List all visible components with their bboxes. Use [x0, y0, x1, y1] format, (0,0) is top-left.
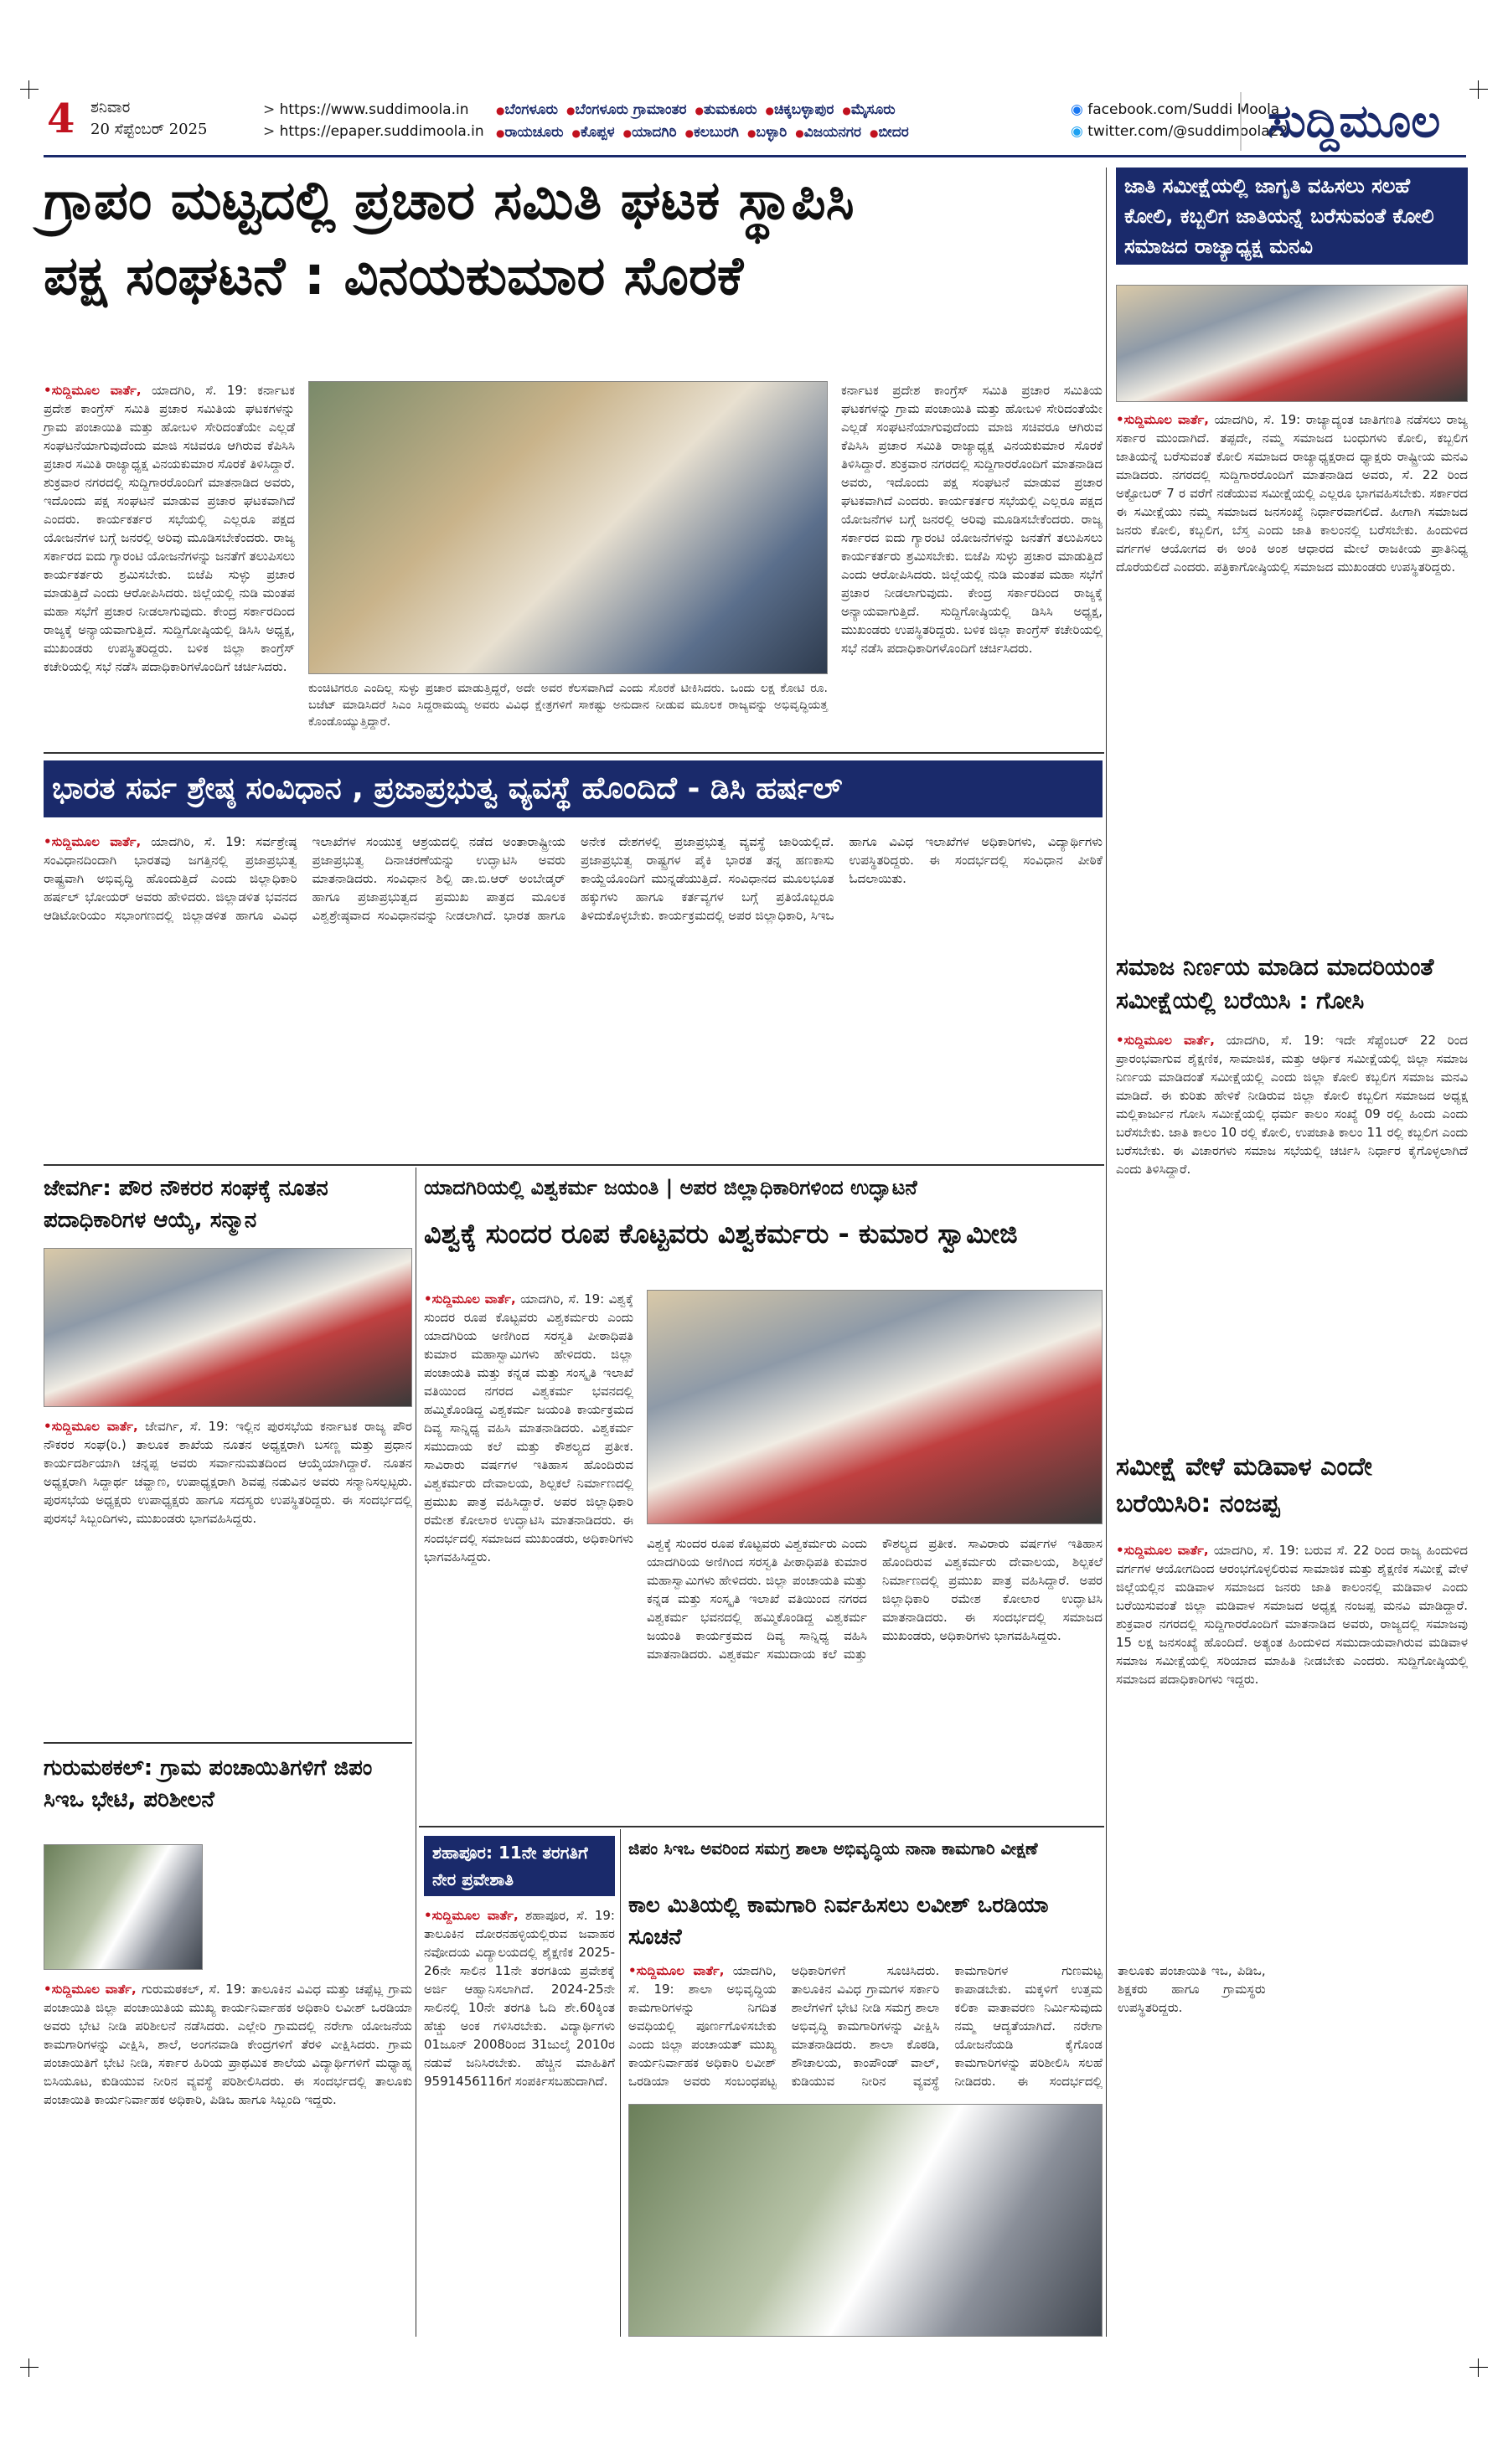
madivala-headline: ಸಮೀಕ್ಷೆ ವೇಳೆ ಮಡಿವಾಳ ಎಂದೇ ಬರೆಯಿಸಿರಿ: ನಂಜಪ್ಪ: [1116, 1452, 1372, 1518]
date: 20 ಸೆಪ್ಟೆಂಬರ್ 2025: [90, 121, 208, 138]
jewargi-text: ಇಲ್ಲಿನ ಪುರಸಭೆಯ ಕರ್ನಾಟಕ ರಾಜ್ಯ ಪೌರ ನೌಕರರ ಸಂಘ(ರಿ.) ತಾಲೂಕ ಶಾಖೆಯ ನೂತನ ಅಧ್ಯಕ್ಷರಾಗಿ ಬಸಣ್ಣ ಮತ್ತು ಪ್ರಧಾನ ಕಾರ್ಯದರ್ಶಿಯಾಗಿ ಚನ್ನಪ್ಪ ಅವರು ಸರ್ವಾನುಮತದಿಂದ ಆಯ್ಕೆಯಾಗಿದ್ದಾರೆ. ನೂತನ ಅಧ್ಯಕ್ಷರಾಗಿ ಸಿದ್ದಾರ್ಥ ಚವ್ಹಾಣ, ಉಪಾಧ್ಯಕ್ಷರಾಗಿ ಶಿವಪ್ಪ ನಡುವಿನ ಅವರು ಸನ್ಮಾನಿಸಲ್ಪಟ್ಟರು. ಪುರಸಭೆಯ ಅಧ್ಯಕ್ಷರು ಉಪಾಧ್ಯಕ್ಷರು ಹಾಗೂ ಸದಸ್ಯರು ಉಪಸ್ಥಿತರಿದ್ದರು. ಈ ಸಂದರ್ಭದಲ್ಲಿ ಪುರಸಭೆ ಸಿಬ್ಬಂದಿಗಳು, ಮುಖಂಡರು ಭಾಗವಹಿಸಿದ್ದರು.: [44, 1419, 412, 1526]
district: ● ಚಿಕ್ಕಬಳ್ಳಾಪುರ: [766, 101, 834, 118]
district: ● ಕೊಪ್ಪಳ: [572, 124, 615, 141]
dateline: ಜೇವರ್ಗಿ, ಸೆ. 19:: [145, 1419, 229, 1434]
masthead: [44, 92, 1466, 157]
issue-date: [90, 97, 208, 141]
byline: •ಸುದ್ದಿಮೂಲ ವಾರ್ತೆ,: [1116, 1033, 1215, 1048]
byline: •ಸುದ್ದಿಮೂಲ ವಾರ್ತೆ,: [424, 1291, 516, 1307]
ceo-text: ಶಾಲಾ ಅಭಿವೃದ್ಧಿಯ ಕಾಮಗಾರಿಗಳನ್ನು ನಿಗದಿತ ಅವಧಿಯಲ್ಲಿ ಪೂರ್ಣಗೊಳಿಸಬೇಕು ಎಂದು ಜಿಲ್ಲಾ ಪಂಚಾಯತ್ ಮುಖ್ಯ ಕಾರ್ಯನಿರ್ವಾಹಕ ಅಧಿಕಾರಿ ಲವೀಶ್ ಒರಡಿಯಾ ಅವರು ಸಂಬಂಧಪಟ್ಟ ಅಧಿಕಾರಿಗಳಿಗೆ ಸೂಚಿಸಿದರು. ತಾಲೂಕಿನ ವಿವಿಧ ಗ್ರಾಮಗಳ ಸರ್ಕಾರಿ ಶಾಲೆಗಳಿಗೆ ಭೇಟಿ ನೀಡಿ ಸಮಗ್ರ ಶಾಲಾ ಅಭಿವೃದ್ಧಿ ಕಾಮಗಾರಿಗಳನ್ನು ವೀಕ್ಷಿಸಿ ಮಾತನಾಡಿದರು. ಶಾಲಾ ಕೊಠಡಿ, ಶೌಚಾಲಯ, ಕಾಂಪೌಂಡ್ ವಾಲ್, ಕುಡಿಯುವ ನೀರಿನ ವ್ಯವಸ್ಥೆ ಕಾಮಗಾರಿಗಳ ಗುಣಮಟ್ಟ ಕಾಪಾಡಬೇಕು. ಮಕ್ಕಳಿಗೆ ಉತ್ತಮ ಕಲಿಕಾ ವಾತಾವರಣ ನಿರ್ಮಿಸುವುದು ನಮ್ಮ ಆದ್ಯತೆಯಾಗಿದೆ. ನರೇಗಾ ಯೋಜನೆಯಡಿ ಕೈಗೊಂಡ ಕಾಮಗಾರಿಗಳನ್ನು ಪರಿಶೀಲಿಸಿ ಸಲಹೆ ನೀಡಿದರು. ಈ ಸಂದರ್ಭದಲ್ಲಿ ತಾಲೂಕು ಪಂಚಾಯಿತಿ ಇಒ, ಪಿಡಿಒ, ಶಿಕ್ಷಕರು ಹಾಗೂ ಗ್ರಾಮಸ್ಥರು ಉಪಸ್ಥಿತರಿದ್ದರು.: [628, 1963, 1266, 2089]
dateline: ಯಾದಗಿರಿ, ಸೆ. 19:: [628, 1963, 777, 1997]
shahapur-article: [424, 1836, 615, 2337]
ceo-headline-1: ಜಿಪಂ ಸಿಇಒ ಅವರಿಂದ ಸಮಗ್ರ ಶಾಲಾ ಅಭಿವೃದ್ಧಿಯ ನಾನಾ ಕಾಮಗಾರಿ ವೀಕ್ಷಣೆ: [628, 1838, 1038, 1858]
district: ● ವಿಜಯನಗರ: [795, 124, 861, 141]
district: ● ಬೆಂಗಳೂರು ಗ್ರಾಮಾಂತರ: [566, 101, 687, 118]
madivala-article: [1116, 1449, 1468, 2337]
row-divider: [44, 752, 1104, 754]
district-list: [496, 99, 1032, 144]
vishwakarma-photo: [647, 1290, 1103, 1524]
gurmitkal-headline: ಗುರುಮಠಕಲ್: ಗ್ರಾಮ ಪಂಚಾಯಿತಿಗಳಿಗೆ ಜಿಪಂ ಸಿಇಒ ಭೇಟಿ, ಪರಿಶೀಲನೆ: [44, 1755, 373, 1812]
district: ● ಯಾದಗಿರಿ: [623, 124, 677, 141]
samaja-article: [1116, 951, 1468, 1420]
koli-headline: ಜಾತಿ ಸಮೀಕ್ಷೆಯಲ್ಲಿ ಜಾಗೃತಿ ವಹಿಸಲು ಸಲಹೆ ಕೋಲಿ, ಕಬ್ಬಲಿಗ ಜಾತಿಯನ್ನೆ ಬರೆಸುವಂತೆ ಕೋಲಿ ಸಮಾಜದ ರಾಜ್ಯಾಧ್ಯಕ್ಷ ಮನವಿ: [1116, 168, 1468, 265]
vishwakarma-headline-2: ವಿಶ್ವಕ್ಕೆ ಸುಂದರ ರೂಪ ಕೊಟ್ಟವರು ವಿಶ್ವಕರ್ಮರು - ಕುಮಾರ ಸ್ವಾಮೀಜಿ: [424, 1218, 1018, 1250]
byline: •ಸುದ್ದಿಮೂಲ ವಾರ್ತೆ,: [44, 383, 142, 398]
row-divider: [419, 1826, 1104, 1827]
vishwakarma-text: ವಿಶ್ವಕ್ಕೆ ಸುಂದರ ರೂಪ ಕೊಟ್ಟವರು ವಿಶ್ವಕರ್ಮರು ಎಂದು ಯಾದಗಿರಿಯ ಅಣಿಗಿಂದ ಸರಸ್ವತಿ ಪೀಠಾಧಿಪತಿ ಕುಮಾರ ಮಹಾಸ್ವಾಮಿಗಳು ಹೇಳಿದರು. ಜಿಲ್ಲಾ ಪಂಚಾಯತಿ ಮತ್ತು ಕನ್ನಡ ಮತ್ತು ಸಂಸ್ಕೃತಿ ಇಲಾಖೆ ವತಿಯಿಂದ ನಗರದ ವಿಶ್ವಕರ್ಮ ಭವನದಲ್ಲಿ ಹಮ್ಮಿಕೊಂಡಿದ್ದ ವಿಶ್ವಕರ್ಮ ಜಯಂತಿ ಕಾರ್ಯಕ್ರಮದ ದಿವ್ಯ ಸಾನ್ನಿಧ್ಯ ವಹಿಸಿ ಮಾತನಾಡಿದರು. ವಿಶ್ವಕರ್ಮ ಸಮುದಾಯ ಕಲೆ ಮತ್ತು ಕೌಶಲ್ಯದ ಪ್ರತೀಕ. ಸಾವಿರಾರು ವರ್ಷಗಳ ಇತಿಹಾಸ ಹೊಂದಿರುವ ವಿಶ್ವಕರ್ಮರು ದೇವಾಲಯ, ಶಿಲ್ಪಕಲೆ ನಿರ್ಮಾಣದಲ್ಲಿ ಪ್ರಮುಖ ಪಾತ್ರ ವಹಿಸಿದ್ದಾರೆ. ಅಪರ ಜಿಲ್ಲಾಧಿಕಾರಿ ರಮೇಶ ಕೋಲಾರ ಉದ್ಘಾಟಿಸಿ ಮಾತನಾಡಿದರು. ಈ ಸಂದರ್ಭದಲ್ಲಿ ಸಮಾಜದ ಮುಖಂಡರು, ಅಧಿಕಾರಿಗಳು ಭಾಗವಹಿಸಿದ್ದರು.: [424, 1291, 633, 1564]
lead-article: [44, 168, 1103, 750]
facebook-link[interactable]: facebook.com/Suddi Moola: [1087, 101, 1280, 118]
district: ● ಬೆಂಗಳೂರು: [496, 101, 558, 118]
gurmitkal-body: [44, 1980, 412, 2337]
samaja-headline: ಸಮಾಜ ನಿರ್ಣಯ ಮಾಡಿದ ಮಾದರಿಯಂತೆ ಸಮೀಕ್ಷೆಯಲ್ಲಿ ಬರೆಯಿಸಿ : ಗೋಸಿ: [1116, 953, 1434, 1014]
samaja-text: ಇದೇ ಸೆಪ್ಟೆಂಬರ್ 22 ರಿಂದ ಪ್ರಾರಂಭವಾಗುವ ಶೈಕ್ಷಣಿಕ, ಸಾಮಾಜಿಕ, ಮತ್ತು ಆರ್ಥಿಕ ಸಮೀಕ್ಷೆಯಲ್ಲಿ ಜಿಲ್ಲಾ ಸಮಾಜ ನಿರ್ಣಯ ಮಾಡಿದಂತೆ ಸಮೀಕ್ಷೆಯಲ್ಲಿ ಎಂದು ಜಿಲ್ಲಾ ಕೋಲಿ ಕಬ್ಬಲಿಗ ಸಮಾಜ ಮನವಿ ಮಾಡಿದೆ. ಈ ಕುರಿತು ಹೇಳಿಕೆ ನೀಡಿರುವ ಜಿಲ್ಲಾ ಕೋಲಿ ಕಬ್ಬಲಿಗ ಸಮಾಜದ ಅಧ್ಯಕ್ಷ ಮಲ್ಲಿಕಾರ್ಜುನ ಗೋಸಿ ಸಮೀಕ್ಷೆಯಲ್ಲಿ ಧರ್ಮ ಕಾಲಂ ಸಂಖ್ಯೆ 09 ರಲ್ಲಿ ಹಿಂದು ಎಂದು ಬರೆಸಬೇಕು. ಜಾತಿ ಕಾಲಂ 10 ರಲ್ಲಿ ಕೋಲಿ, ಉಪಜಾತಿ ಕಾಲಂ 11 ರಲ್ಲಿ ಕಬ್ಬಲಿಗ ಎಂದು ಬರೆಸಬೇಕು. ಈ ವಿಚಾರಗಳು ಸಮಾಜ ಸಭೆಯಲ್ಲಿ ಚರ್ಚಿಸಿ ನಿರ್ಧಾರ ಕೈಗೊಳ್ಳಲಾಗಿದೆ ಎಂದು ತಿಳಿಸಿದ್ದಾರೆ.: [1116, 1033, 1468, 1177]
byline: •ಸುದ್ದಿಮೂಲ ವಾರ್ತೆ,: [424, 1908, 519, 1923]
jewargi-body: [44, 1417, 412, 1739]
constitution-text: ಸರ್ವಶ್ರೇಷ್ಠ ಸಂವಿಧಾನದಿಂದಾಗಿ ಭಾರತವು ಜಗತ್ತಿನಲ್ಲಿ ಪ್ರಜಾಪ್ರಭುತ್ವ ರಾಷ್ಟ್ರವಾಗಿ ಅಭಿವೃದ್ಧಿ ಹೊಂದುತ್ತಿದೆ ಎಂದು ಜಿಲ್ಲಾಧಿಕಾರಿ ಹರ್ಷಲ್ ಭೋಯರ್ ಅವರು ಹೇಳಿದರು. ಜಿಲ್ಲಾಡಳಿತ ಭವನದ ಆಡಿಟೋರಿಯಂ ಸಭಾಂಗಣದಲ್ಲಿ ಜಿಲ್ಲಾಡಳಿತ ಹಾಗೂ ವಿವಿಧ ಇಲಾಖೆಗಳ ಸಂಯುಕ್ತ ಆಶ್ರಯದಲ್ಲಿ ನಡೆದ ಅಂತಾರಾಷ್ಟ್ರೀಯ ಪ್ರಜಾಪ್ರಭುತ್ವ ದಿನಾಚರಣೆಯನ್ನು ಉದ್ಘಾಟಿಸಿ ಅವರು ಮಾತನಾಡಿದರು. ಸಂವಿಧಾನ ಶಿಲ್ಪಿ ಡಾ.ಬಿ.ಆರ್ ಅಂಬೇಡ್ಕರ್ ಹಾಗೂ ಪ್ರಜಾಪ್ರಭುತ್ವದ ಪ್ರಮುಖ ಪಾತ್ರದ ಮೂಲಕ ವಿಶ್ವಶ್ರೇಷ್ಠವಾದ ಸಂವಿಧಾನವನ್ನು ನೀಡಲಾಗಿದೆ. ಭಾರತ ಹಾಗೂ ಅನೇಕ ದೇಶಗಳಲ್ಲಿ ಪ್ರಜಾಪ್ರಭುತ್ವ ವ್ಯವಸ್ಥೆ ಜಾರಿಯಲ್ಲಿದೆ. ಪ್ರಜಾಪ್ರಭುತ್ವ ರಾಷ್ಟ್ರಗಳ ಪೈಕಿ ಭಾರತ ತನ್ನ ಹಣಕಾಸು ಕಾಯ್ದೆಯೊಂದಿಗೆ ಮುನ್ನಡೆಯುತ್ತಿದೆ. ಸಂವಿಧಾನದ ಮೂಲಭೂತ ಹಕ್ಕುಗಳು ಹಾಗೂ ಕರ್ತವ್ಯಗಳ ಬಗ್ಗೆ ಪ್ರತಿಯೊಬ್ಬರೂ ತಿಳಿದುಕೊಳ್ಳಬೇಕು. ಕಾರ್ಯಕ್ರಮದಲ್ಲಿ ಅಪರ ಜಿಲ್ಲಾಧಿಕಾರಿ, ಸಿಇಒ ಹಾಗೂ ವಿವಿಧ ಇಲಾಖೆಗಳ ಅಧಿಕಾರಿಗಳು, ವಿದ್ಯಾರ್ಥಿಗಳು ಉಪಸ್ಥಿತರಿದ್ದರು. ಈ ಸಂದರ್ಭದಲ್ಲಿ ಸಂವಿಧಾನ ಪೀಠಿಕೆ ಓದಲಾಯಿತು.: [44, 834, 1103, 923]
gurmitkal-text: ತಾಲೂಕಿನ ವಿವಿಧ ಮತ್ತು ಚಪ್ಪೆಟ್ಲ ಗ್ರಾಮ ಪಂಚಾಯಿತಿ ಜಿಲ್ಲಾ ಪಂಚಾಯಿತಿಯ ಮುಖ್ಯ ಕಾರ್ಯನಿರ್ವಾಹಕ ಅಧಿಕಾರಿ ಲವೀಶ್ ಒರಡಿಯಾ ಅವರು ಭೇಟಿ ನೀಡಿ ಪರಿಶೀಲನೆ ನಡೆಸಿದರು. ಎಲ್ಲೇರಿ ಗ್ರಾಮದಲ್ಲಿ ನರೇಗಾ ಯೋಜನೆಯ ಕಾಮಗಾರಿಗಳನ್ನು ವೀಕ್ಷಿಸಿ, ಶಾಲೆ, ಅಂಗನವಾಡಿ ಕೇಂದ್ರಗಳಿಗೆ ತೆರಳಿ ವೀಕ್ಷಿಸಿದರು. ಗ್ರಾಮ ಪಂಚಾಯಿತಿಗೆ ಭೇಟಿ ನೀಡಿ, ಸರ್ಕಾರ ಹಿರಿಯ ಪ್ರಾಥಮಿಕ ಶಾಲೆಯ ವಿದ್ಯಾರ್ಥಿಗಳಿಗೆ ಮಧ್ಯಾಹ್ನ ಬಿಸಿಯೂಟ, ಕುಡಿಯುವ ನೀರಿನ ವ್ಯವಸ್ಥೆ ಪರಿಶೀಲಿಸಿದರು. ಈ ಸಂದರ್ಭದಲ್ಲಿ ತಾಲೂಕು ಪಂಚಾಯಿತಿ ಕಾರ್ಯನಿರ್ವಾಹಕ ಅಧಿಕಾರಿ, ಪಿಡಿಒ ಹಾಗೂ ಸಿಬ್ಬಂದಿ ಇದ್ದರು.: [44, 1982, 412, 2107]
column-divider: [620, 1829, 621, 2337]
byline: •ಸುದ್ದಿಮೂಲ ವಾರ್ತೆ,: [44, 1419, 138, 1434]
district: ● ಬಳ್ಳಾರಿ: [747, 124, 787, 141]
dateline: ಯಾದಗಿರಿ, ಸೆ. 19:: [151, 834, 246, 849]
registration-mark: [20, 2358, 39, 2377]
lead-body: [44, 381, 295, 750]
jewargi-photo: [44, 1248, 412, 1407]
gurmitkal-photo: [44, 1844, 203, 1970]
district: ● ಮೈಸೂರು: [842, 101, 895, 118]
jewargi-article: [44, 1173, 412, 1739]
website-link[interactable]: > https://www.suddimoola.in: [263, 99, 484, 121]
madivala-body: [1116, 1541, 1468, 2337]
vishwakarma-article: [424, 1173, 1103, 1822]
koli-body: [1116, 410, 1468, 888]
page-number: 4: [47, 95, 75, 142]
lead-text-continued: ಕರ್ನಾಟಕ ಪ್ರದೇಶ ಕಾಂಗ್ರೆಸ್ ಸಮಿತಿ ಪ್ರಚಾರ ಸಮಿತಿಯ ಘಟಕಗಳನ್ನು ಗ್ರಾಮ ಪಂಚಾಯಿತಿ ಮತ್ತು ಹೋಬಳಿ ಸೇರಿದಂತೆಯೇ ಎಲ್ಲಡೆ ಸಂಘಟನೆಯಾಗುವುದೆಂದು ಮಾಜಿ ಸಚಿವರೂ ಆಗಿರುವ ಕೆಪಿಸಿಸಿ ಪ್ರಚಾರ ಸಮಿತಿ ರಾಜ್ಯಾಧ್ಯಕ್ಷ ವಿನಯಕುಮಾರ ಸೊರಕೆ ತಿಳಿಸಿದ್ದಾರೆ. ಶುಕ್ರವಾರ ನಗರದಲ್ಲಿ ಸುದ್ದಿಗಾರರೊಂದಿಗೆ ಮಾತನಾಡಿದ ಅವರು, ಇದೊಂದು ಪಕ್ಷ ಸಂಘಟನೆ ಮಾಡುವ ಪ್ರಚಾರ ಘಟಕವಾಗಿದೆ ಎಂದರು. ಕಾರ್ಯಕರ್ತರ ಸಭೆಯಲ್ಲಿ ಎಲ್ಲರೂ ಪಕ್ಷದ ಯೋಜನೆಗಳ ಬಗ್ಗೆ ಜನರಲ್ಲಿ ಅರಿವು ಮೂಡಿಸಬೇಕೆಂದರು. ರಾಜ್ಯ ಸರ್ಕಾರದ ಐದು ಗ್ಯಾರಂಟಿ ಯೋಜನೆಗಳನ್ನು ಜನತೆಗೆ ತಲುಪಿಸಲು ಕಾರ್ಯಕರ್ತರು ಶ್ರಮಿಸಬೇಕು. ಬಿಜೆಪಿ ಸುಳ್ಳು ಪ್ರಚಾರ ಮಾಡುತ್ತಿದೆ ಎಂದು ಆರೋಪಿಸಿದರು. ಜಿಲ್ಲೆಯಲ್ಲಿ ನುಡಿ ಮಂತಪ ಮಹಾ ಸಭೆಗೆ ಪ್ರಚಾರ ನೀಡಲಾಗುವುದು. ಕೇಂದ್ರ ಸರ್ಕಾರದಿಂದ ರಾಜ್ಯಕ್ಕೆ ಅನ್ಯಾಯವಾಗುತ್ತಿದೆ. ಸುದ್ದಿಗೋಷ್ಠಿಯಲ್ಲಿ ಡಿಸಿಸಿ ಅಧ್ಯಕ್ಷ, ಮುಖಂಡರು ಉಪಸ್ಥಿತರಿದ್ದರು. ಬಳಿಕ ಜಿಲ್ಲಾ ಕಾಂಗ್ರೆಸ್ ಕಚೇರಿಯಲ್ಲಿ ಸಭೆ ನಡೆಸಿ ಪದಾಧಿಕಾರಿಗಳೊಂದಿಗೆ ಚರ್ಚಿಸಿದರು.: [841, 383, 1103, 656]
dateline: ಗುರುಮಠಕಲ್, ಸೆ. 19:: [142, 1982, 246, 1997]
district: ● ಬೀದರ: [870, 124, 909, 141]
newspaper-logo: ಸುದ್ದಿಮೂಲ: [1240, 92, 1466, 151]
koli-article: [1116, 168, 1468, 888]
vishwakarma-body: [424, 1290, 633, 1822]
row-divider: [44, 1164, 1104, 1166]
constitution-body: [44, 833, 1103, 1159]
vishwakarma-headline-1: ಯಾದಗಿರಿಯಲ್ಲಿ ವಿಶ್ವಕರ್ಮ ಜಯಂತಿ | ಅಪರ ಜಿಲ್ಲಾಧಿಕಾರಿಗಳಿಂದ ಉದ್ಘಾಟನೆ: [424, 1176, 917, 1199]
facebook-icon: ◉: [1071, 101, 1083, 118]
district: ● ಕಲಬುರಗಿ: [685, 124, 739, 141]
dateline: ಯಾದಗಿರಿ, ಸೆ. 19:: [1214, 412, 1301, 427]
weekday: ಶನಿವಾರ: [90, 99, 131, 116]
byline: •ಸುದ್ದಿಮೂಲ ವಾರ್ತೆ,: [1116, 1543, 1209, 1558]
dateline: ಯಾದಗಿರಿ, ಸೆ. 19:: [1226, 1033, 1325, 1048]
byline: •ಸುದ್ದಿಮೂಲ ವಾರ್ತೆ,: [1116, 412, 1209, 427]
district: ● ರಾಯಚೂರು: [496, 124, 564, 141]
ceo-photo: [628, 2104, 1103, 2337]
district: ● ತುಮಕೂರು: [695, 101, 757, 118]
samaja-body: [1116, 1031, 1468, 1416]
constitution-headline: ಭಾರತ ಸರ್ವ ಶ್ರೇಷ್ಠ ಸಂವಿಧಾನ , ಪ್ರಜಾಪ್ರಭುತ್ವ ವ್ಯವಸ್ಥೆ ಹೊಂದಿದೆ - ಡಿಸಿ ಹರ್ಷಲ್: [44, 760, 1103, 817]
lead-text: ಕರ್ನಾಟಕ ಪ್ರದೇಶ ಕಾಂಗ್ರೆಸ್ ಸಮಿತಿ ಪ್ರಚಾರ ಸಮಿತಿಯ ಘಟಕಗಳನ್ನು ಗ್ರಾಮ ಪಂಚಾಯಿತಿ ಮತ್ತು ಹೋಬಳಿ ಸೇರಿದಂತೆಯೇ ಎಲ್ಲಡೆ ಸಂಘಟನೆಯಾಗುವುದೆಂದು ಮಾಜಿ ಸಚಿವರೂ ಆಗಿರುವ ಕೆಪಿಸಿಸಿ ಪ್ರಚಾರ ಸಮಿತಿ ರಾಜ್ಯಾಧ್ಯಕ್ಷ ವಿನಯಕುಮಾರ ಸೊರಕೆ ತಿಳಿಸಿದ್ದಾರೆ. ಶುಕ್ರವಾರ ನಗರದಲ್ಲಿ ಸುದ್ದಿಗಾರರೊಂದಿಗೆ ಮಾತನಾಡಿದ ಅವರು, ಇದೊಂದು ಪಕ್ಷ ಸಂಘಟನೆ ಮಾಡುವ ಪ್ರಚಾರ ಘಟಕವಾಗಿದೆ ಎಂದರು. ಕಾರ್ಯಕರ್ತರ ಸಭೆಯಲ್ಲಿ ಎಲ್ಲರೂ ಪಕ್ಷದ ಯೋಜನೆಗಳ ಬಗ್ಗೆ ಜನರಲ್ಲಿ ಅರಿವು ಮೂಡಿಸಬೇಕೆಂದರು. ರಾಜ್ಯ ಸರ್ಕಾರದ ಐದು ಗ್ಯಾರಂಟಿ ಯೋಜನೆಗಳನ್ನು ಜನತೆಗೆ ತಲುಪಿಸಲು ಕಾರ್ಯಕರ್ತರು ಶ್ರಮಿಸಬೇಕು. ಬಿಜೆಪಿ ಸುಳ್ಳು ಪ್ರಚಾರ ಮಾಡುತ್ತಿದೆ ಎಂದು ಆರೋಪಿಸಿದರು. ಜಿಲ್ಲೆಯಲ್ಲಿ ನುಡಿ ಮಂತಪ ಮಹಾ ಸಭೆಗೆ ಪ್ರಚಾರ ನೀಡಲಾಗುವುದು. ಕೇಂದ್ರ ಸರ್ಕಾರದಿಂದ ರಾಜ್ಯಕ್ಕೆ ಅನ್ಯಾಯವಾಗುತ್ತಿದೆ. ಸುದ್ದಿಗೋಷ್ಠಿಯಲ್ಲಿ ಡಿಸಿಸಿ ಅಧ್ಯಕ್ಷ, ಮುಖಂಡರು ಉಪಸ್ಥಿತರಿದ್ದರು. ಬಳಿಕ ಜಿಲ್ಲಾ ಕಾಂಗ್ರೆಸ್ ಕಚೇರಿಯಲ್ಲಿ ಸಭೆ ನಡೆಸಿ ಪದಾಧಿಕಾರಿಗಳೊಂದಿಗೆ ಚರ್ಚಿಸಿದರು.: [44, 383, 295, 674]
dateline: ಯಾದಗಿರಿ, ಸೆ. 19:: [1213, 1543, 1299, 1558]
twitter-icon: ◉: [1071, 123, 1083, 140]
epaper-link[interactable]: > https://epaper.suddimoola.in: [263, 121, 484, 142]
gurmitkal-article: [44, 1752, 412, 2337]
byline: •ಸುದ್ದಿಮೂಲ ವಾರ್ತೆ,: [44, 834, 142, 849]
koli-text: ರಾಜ್ಯಾದ್ಯಂತ ಜಾತಿಗಣತಿ ನಡೆಸಲು ರಾಜ್ಯ ಸರ್ಕಾರ ಮುಂದಾಗಿದೆ. ತಪ್ಪದೇ, ನಮ್ಮ ಸಮಾಜದ ಬಂಧುಗಳು ಕೋಲಿ, ಕಬ್ಬಲಿಗ ಜಾತಿಯನ್ನೆ ಬರೆಸುವಂತೆ ಕೋಲಿ ಸಮಾಜದ ರಾಜ್ಯಾಧ್ಯಕ್ಷರಾದ ಧ್ಯಾಕ್ಷರು ರಾಷ್ಟ್ರೀಯ ಮನವಿ ಮಾಡಿದರು. ನಗರದಲ್ಲಿ ಸುದ್ದಿಗಾರರೊಂದಿಗೆ ಮಾತನಾಡಿದ ಅವರು, ಸೆ. 22 ರಿಂದ ಅಕ್ಟೋಬರ್ 7 ರ ವರೆಗೆ ನಡೆಯುವ ಸಮೀಕ್ಷೆಯಲ್ಲಿ ಎಲ್ಲರೂ ಭಾಗವಹಿಸಬೇಕು. ಸರ್ಕಾರದ ಈ ಸಮೀಕ್ಷೆಯು ನಮ್ಮ ಸಮಾಜದ ಜನಸಂಖ್ಯೆ ನಿರ್ಧಾರವಾಗಲಿದೆ. ಹೀಗಾಗಿ ಸಮಾಜದ ಜನರು ಕೋಲಿ, ಕಬ್ಬಲಿಗ, ಬೆಸ್ತ ಎಂದು ಜಾತಿ ಕಾಲಂನಲ್ಲಿ ಬರೆಸಬೇಕು. ಹಿಂದುಳಿದ ವರ್ಗಗಳ ಆಯೋಗದ ಈ ಅಂಕಿ ಅಂಶ ಆಧಾರದ ಮೇಲೆ ರಾಜಕೀಯ ಪ್ರಾತಿನಿಧ್ಯ ದೊರೆಯಲಿದೆ ಎಂದರು. ಪತ್ರಿಕಾಗೋಷ್ಠಿಯಲ್ಲಿ ಸಮಾಜದ ಮುಖಂಡರು ಉಪಸ್ಥಿತರಿದ್ದರು.: [1116, 412, 1468, 575]
constitution-article: [44, 760, 1103, 1161]
row-divider: [44, 1742, 412, 1744]
byline: •ಸುದ್ದಿಮೂಲ ವಾರ್ತೆ,: [628, 1963, 725, 1978]
lead-caption: ಕುಂಚಿಟಿಗರೂ ಎಂದಿಲ್ಲ ಸುಳ್ಳು ಪ್ರಚಾರ ಮಾಡುತ್ತಿದ್ದರೆ, ಅದೇ ಅವರ ಕೆಲಸವಾಗಿದೆ ಎಂದು ಸೊರಕೆ ಟೀಕಿಸಿದರು. ಒಂದು ಲಕ್ಷ ಕೋಟಿ ರೂ. ಬಜೆಟ್ ಮಾಡಿಸಿದರೆ ಸಿಎಂ ಸಿದ್ದರಾಮಯ್ಯ ಅವರು ವಿವಿಧ ಕ್ಷೇತ್ರಗಳಿಗೆ ಸಾಕಷ್ಟು ಅನುದಾನ ನೀಡುವ ಮೂಲಕ ರಾಜ್ಯವನ್ನು ಅಭಿವೃದ್ಧಿಯತ್ತ ಕೊಂಡೊಯ್ಯುತ್ತಿದ್ದಾರೆ.: [308, 682, 828, 729]
shahapur-headline: ಶಹಾಪೂರ: 11ನೇ ತರಗತಿಗೆ ನೇರ ಪ್ರವೇಶಾತಿ: [424, 1836, 615, 1896]
shahapur-text: ತಾಲೂಕಿನ ದೋರನಹಳ್ಳಿಯಲ್ಲಿರುವ ಜವಾಹರ ನವೋದಯ ವಿದ್ಯಾಲಯದಲ್ಲಿ ಶೈಕ್ಷಣಿಕ 2025-26ನೇ ಸಾಲಿನ 11ನೇ ತರಗತಿಯ ಪ್ರವೇಶಕ್ಕೆ ಅರ್ಜಿ ಆಹ್ವಾನಿಸಲಾಗಿದೆ. 2024-25ನೇ ಸಾಲಿನಲ್ಲಿ 10ನೇ ತರಗತಿ ಓದಿ ಶೇ.60ಕ್ಕಿಂತ ಹೆಚ್ಚು ಅಂಕ ಗಳಿಸಿರಬೇಕು. ವಿದ್ಯಾರ್ಥಿಗಳು 01ಜೂನ್ 2008ರಿಂದ 31ಜುಲೈ 2010ರ ನಡುವೆ ಜನಿಸಿರಬೇಕು. ಹೆಚ್ಚಿನ ಮಾಹಿತಿಗೆ 9591456116ಗೆ ಸಂಪರ್ಕಿಸಬಹುದಾಗಿದೆ.: [424, 1926, 615, 2089]
lead-headline-2: ಪಕ್ಷ ಸಂಘಟನೆ : ವಿನಯಕುಮಾರ ಸೊರಕೆ: [44, 245, 744, 307]
dateline: ಯಾದಗಿರಿ, ಸೆ. 19:: [520, 1291, 605, 1307]
ceo-body: [628, 1961, 1266, 2095]
jewargi-headline: ಜೇವರ್ಗಿ: ಪೌರ ನೌಕರರ ಸಂಘಕ್ಕೆ ನೂತನ ಪದಾಧಿಕಾರಿಗಳ ಆಯ್ಕೆ, ಸನ್ಮಾನ: [44, 1176, 328, 1233]
dateline: ಶಹಾಪೂರ, ಸೆ. 19:: [525, 1908, 615, 1923]
dateline: ಯಾದಗಿರಿ, ಸೆ. 19:: [151, 383, 247, 398]
registration-mark: [1469, 80, 1488, 99]
lead-headline-1: ಗ್ರಾಪಂ ಮಟ್ಟದಲ್ಲಿ ಪ್ರಚಾರ ಸಮಿತಿ ಘಟಕ ಸ್ಥಾಪಿಸಿ: [44, 170, 855, 232]
lead-photo: [308, 381, 828, 674]
shahapur-body: [424, 1906, 615, 2337]
vishwakarma-body-continued: [647, 1534, 1103, 1822]
ceo-article: [628, 1836, 1266, 2337]
registration-mark: [20, 80, 39, 99]
vishwakarma-text-continued: ವಿಶ್ವಕ್ಕೆ ಸುಂದರ ರೂಪ ಕೊಟ್ಟವರು ವಿಶ್ವಕರ್ಮರು ಎಂದು ಯಾದಗಿರಿಯ ಅಣಿಗಿಂದ ಸರಸ್ವತಿ ಪೀಠಾಧಿಪತಿ ಕುಮಾರ ಮಹಾಸ್ವಾಮಿಗಳು ಹೇಳಿದರು. ಜಿಲ್ಲಾ ಪಂಚಾಯತಿ ಮತ್ತು ಕನ್ನಡ ಮತ್ತು ಸಂಸ್ಕೃತಿ ಇಲಾಖೆ ವತಿಯಿಂದ ನಗರದ ವಿಶ್ವಕರ್ಮ ಭವನದಲ್ಲಿ ಹಮ್ಮಿಕೊಂಡಿದ್ದ ವಿಶ್ವಕರ್ಮ ಜಯಂತಿ ಕಾರ್ಯಕ್ರಮದ ದಿವ್ಯ ಸಾನ್ನಿಧ್ಯ ವಹಿಸಿ ಮಾತನಾಡಿದರು. ವಿಶ್ವಕರ್ಮ ಸಮುದಾಯ ಕಲೆ ಮತ್ತು ಕೌಶಲ್ಯದ ಪ್ರತೀಕ. ಸಾವಿರಾರು ವರ್ಷಗಳ ಇತಿಹಾಸ ಹೊಂದಿರುವ ವಿಶ್ವಕರ್ಮರು ದೇವಾಲಯ, ಶಿಲ್ಪಕಲೆ ನಿರ್ಮಾಣದಲ್ಲಿ ಪ್ರಮುಖ ಪಾತ್ರ ವಹಿಸಿದ್ದಾರೆ. ಅಪರ ಜಿಲ್ಲಾಧಿಕಾರಿ ರಮೇಶ ಕೋಲಾರ ಉದ್ಘಾಟಿಸಿ ಮಾತನಾಡಿದರು. ಈ ಸಂದರ್ಭದಲ್ಲಿ ಸಮಾಜದ ಮುಖಂಡರು, ಅಧಿಕಾರಿಗಳು ಭಾಗವಹಿಸಿದ್ದರು.: [647, 1536, 1103, 1662]
website-links: [263, 99, 484, 142]
ceo-headline-2: ಕಾಲ ಮಿತಿಯಲ್ಲಿ ಕಾಮಗಾರಿ ನಿರ್ವಹಿಸಲು ಲವೀಶ್ ಒರಡಿಯಾ ಸೂಚನೆ: [628, 1893, 1049, 1950]
koli-photo: [1116, 285, 1468, 402]
madivala-text: ಬರುವ ಸೆ. 22 ರಿಂದ ರಾಜ್ಯ ಹಿಂದುಳಿದ ವರ್ಗಗಳ ಆಯೋಗದಿಂದ ಆರಂಭಗೊಳ್ಳಲಿರುವ ಸಾಮಾಜಿಕ ಮತ್ತು ಶೈಕ್ಷಣಿಕ ಸಮೀಕ್ಷೆ ವೇಳೆ ಜಿಲ್ಲೆಯಲ್ಲಿನ ಮಡಿವಾಳ ಸಮಾಜದ ಜನರು ಜಾತಿ ಕಾಲಂನಲ್ಲಿ ಮಡಿವಾಳ ಎಂದು ಬರೆಯಿಸುವಂತೆ ಜಿಲ್ಲಾ ಮಡಿವಾಳ ಸಮಾಜದ ಅಧ್ಯಕ್ಷ ನಂಜಪ್ಪ ಮನವಿ ಮಾಡಿದ್ದಾರೆ. ಶುಕ್ರವಾರ ನಗರದಲ್ಲಿ ಸುದ್ದಿಗಾರರೊಂದಿಗೆ ಮಾತನಾಡಿದ ಅವರು, ರಾಜ್ಯದಲ್ಲಿ ಸಮಾಜವು 15 ಲಕ್ಷ ಜನಸಂಖ್ಯೆ ಹೊಂದಿದೆ. ಅತ್ಯಂತ ಹಿಂದುಳಿದ ಸಮುದಾಯವಾಗಿರುವ ಮಡಿವಾಳ ಸಮಾಜ ಸಮೀಕ್ಷೆಯಲ್ಲಿ ಸರಿಯಾದ ಮಾಹಿತಿ ನೀಡಬೇಕು ಎಂದರು. ಸುದ್ದಿಗೋಷ್ಠಿಯಲ್ಲಿ ಸಮಾಜದ ಪದಾಧಿಕಾರಿಗಳು ಇದ್ದರು.: [1116, 1543, 1468, 1687]
lead-body-continued: [841, 381, 1103, 750]
column-divider: [1106, 168, 1107, 2337]
byline: •ಸುದ್ದಿಮೂಲ ವಾರ್ತೆ,: [44, 1982, 137, 1997]
twitter-link[interactable]: twitter.com/@suddimoola22: [1087, 123, 1289, 140]
registration-mark: [1469, 2358, 1488, 2377]
